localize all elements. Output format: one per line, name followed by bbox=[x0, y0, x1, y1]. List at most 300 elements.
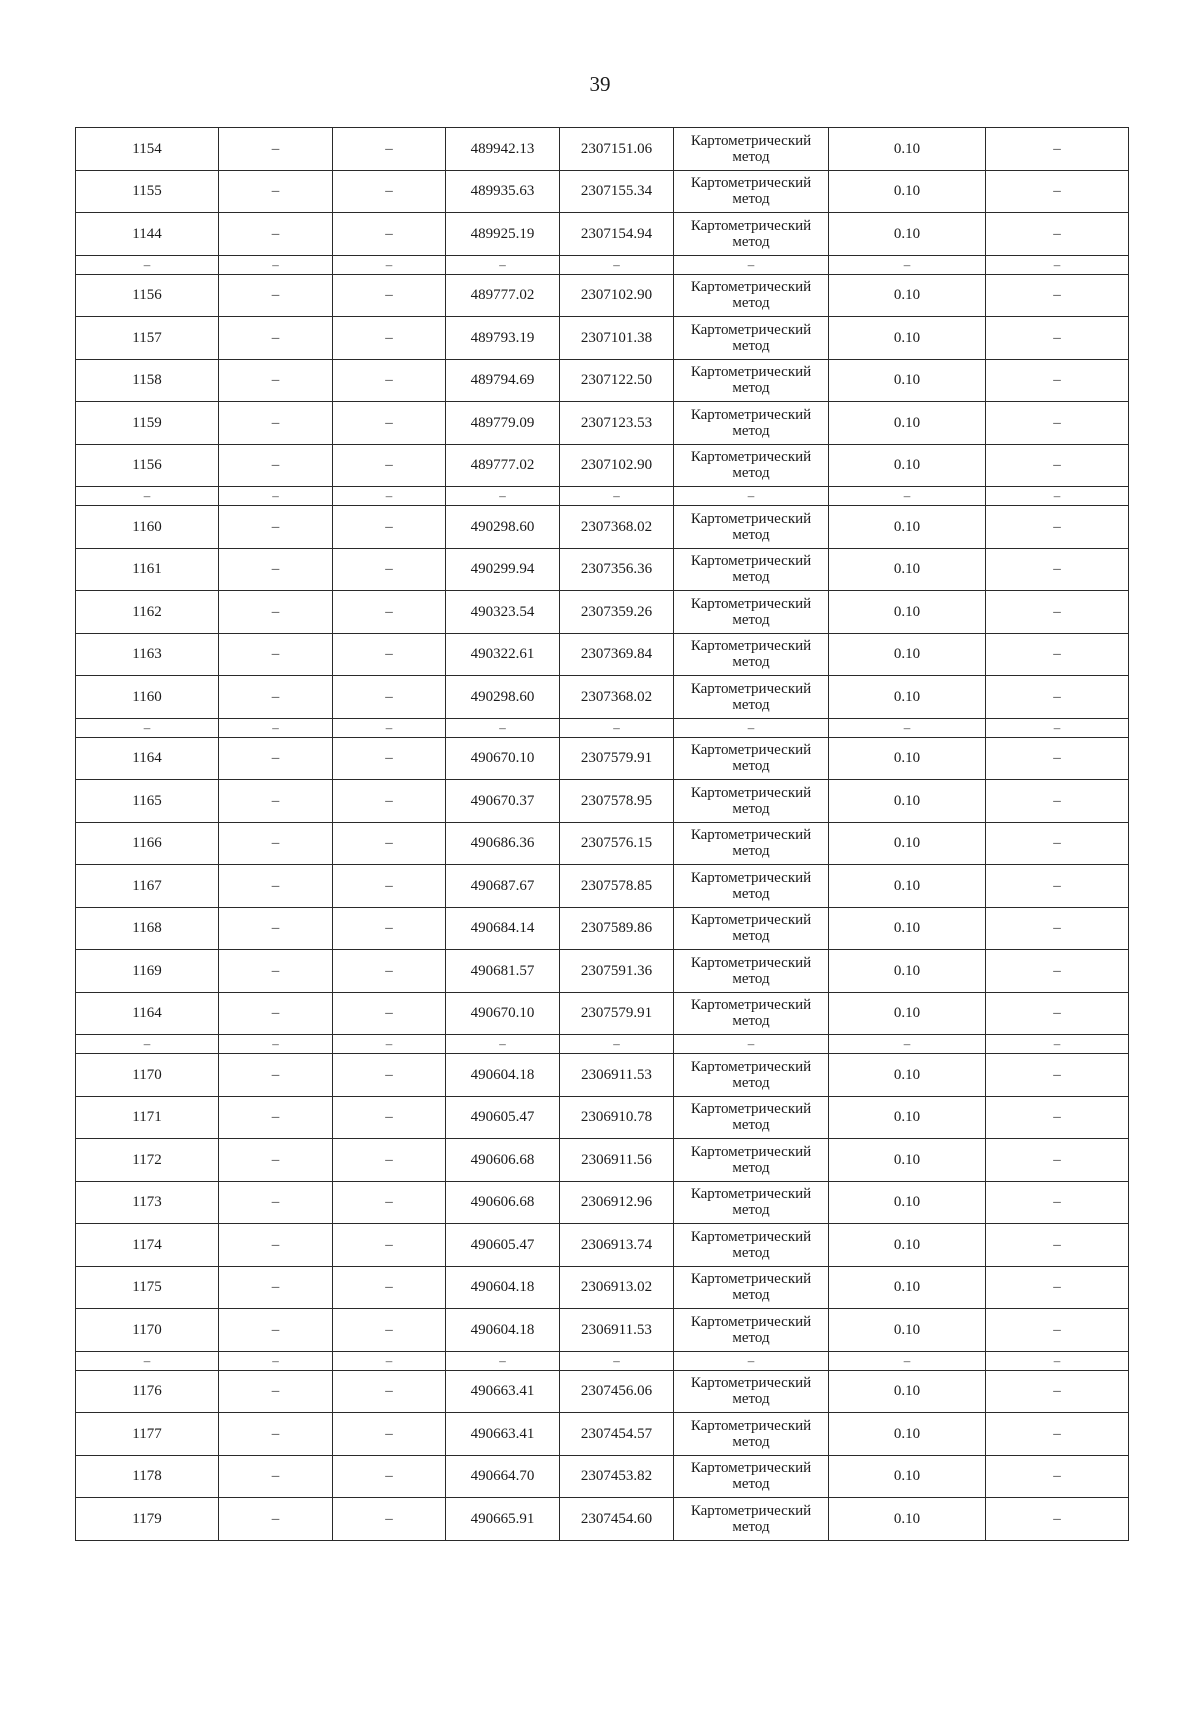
dash-cell: – bbox=[446, 255, 560, 274]
dash-cell: – bbox=[986, 1413, 1129, 1456]
table-row bbox=[76, 359, 1129, 402]
y-coordinate-cell: 2307591.36 bbox=[560, 950, 674, 993]
dash-cell: – bbox=[333, 865, 446, 908]
accuracy-cell: 0.10 bbox=[829, 1455, 986, 1498]
dash-cell: – bbox=[986, 1455, 1129, 1498]
dash-cell: – bbox=[333, 780, 446, 823]
dash-cell: – bbox=[560, 487, 674, 506]
dash-cell: – bbox=[219, 591, 333, 634]
accuracy-cell: 0.10 bbox=[829, 274, 986, 317]
accuracy-cell: 0.10 bbox=[829, 402, 986, 445]
dash-cell: – bbox=[219, 1266, 333, 1309]
y-coordinate-cell: 2307102.90 bbox=[560, 274, 674, 317]
method-cell: Картометрический метод bbox=[674, 359, 829, 402]
y-coordinate-cell: 2307589.86 bbox=[560, 907, 674, 950]
dash-cell: – bbox=[76, 1035, 219, 1054]
dash-cell: – bbox=[986, 128, 1129, 171]
method-cell: Картометрический метод bbox=[674, 128, 829, 171]
x-coordinate-cell: 490604.18 bbox=[446, 1054, 560, 1097]
dash-cell: – bbox=[986, 907, 1129, 950]
table-row bbox=[76, 1139, 1129, 1182]
x-coordinate-cell: 489794.69 bbox=[446, 359, 560, 402]
dash-cell: – bbox=[333, 1035, 446, 1054]
table-row bbox=[76, 950, 1129, 993]
point-number-cell: 1161 bbox=[76, 548, 219, 591]
dash-cell: – bbox=[333, 907, 446, 950]
y-coordinate-cell: 2306911.56 bbox=[560, 1139, 674, 1182]
point-number-cell: 1174 bbox=[76, 1224, 219, 1267]
point-number-cell: 1172 bbox=[76, 1139, 219, 1182]
dash-cell: – bbox=[986, 591, 1129, 634]
method-cell: Картометрический метод bbox=[674, 444, 829, 487]
x-coordinate-cell: 490664.70 bbox=[446, 1455, 560, 1498]
table-row bbox=[76, 1370, 1129, 1413]
dash-cell: – bbox=[986, 950, 1129, 993]
method-cell: Картометрический метод bbox=[674, 676, 829, 719]
accuracy-cell: 0.10 bbox=[829, 591, 986, 634]
dash-cell: – bbox=[986, 737, 1129, 780]
dash-cell: – bbox=[986, 865, 1129, 908]
accuracy-cell: 0.10 bbox=[829, 907, 986, 950]
dash-cell: – bbox=[986, 1035, 1129, 1054]
dash-cell: – bbox=[333, 1370, 446, 1413]
dash-cell: – bbox=[76, 487, 219, 506]
dash-cell: – bbox=[829, 487, 986, 506]
accuracy-cell: 0.10 bbox=[829, 1224, 986, 1267]
dash-cell: – bbox=[219, 506, 333, 549]
x-coordinate-cell: 489942.13 bbox=[446, 128, 560, 171]
dash-cell: – bbox=[219, 1413, 333, 1456]
x-coordinate-cell: 490606.68 bbox=[446, 1181, 560, 1224]
point-number-cell: 1168 bbox=[76, 907, 219, 950]
table-row bbox=[76, 317, 1129, 360]
dash-cell: – bbox=[333, 591, 446, 634]
dash-cell: – bbox=[986, 548, 1129, 591]
method-cell: Картометрический метод bbox=[674, 402, 829, 445]
dash-cell: – bbox=[829, 1351, 986, 1370]
method-cell: Картометрический метод bbox=[674, 737, 829, 780]
table-row bbox=[76, 737, 1129, 780]
method-cell: Картометрический метод bbox=[674, 1309, 829, 1352]
table-row bbox=[76, 907, 1129, 950]
dash-cell: – bbox=[333, 992, 446, 1035]
dash-cell: – bbox=[674, 1351, 829, 1370]
dash-cell: – bbox=[986, 1139, 1129, 1182]
page-number: 39 bbox=[589, 72, 611, 96]
dash-cell: – bbox=[219, 780, 333, 823]
separator-row bbox=[76, 1351, 1129, 1370]
point-number-cell: 1175 bbox=[76, 1266, 219, 1309]
table-row bbox=[76, 822, 1129, 865]
table-row bbox=[76, 1266, 1129, 1309]
dash-cell: – bbox=[674, 718, 829, 737]
point-number-cell: 1156 bbox=[76, 444, 219, 487]
dash-cell: – bbox=[986, 274, 1129, 317]
dash-cell: – bbox=[333, 1266, 446, 1309]
point-number-cell: 1155 bbox=[76, 170, 219, 213]
accuracy-cell: 0.10 bbox=[829, 676, 986, 719]
y-coordinate-cell: 2306912.96 bbox=[560, 1181, 674, 1224]
dash-cell: – bbox=[446, 1351, 560, 1370]
y-coordinate-cell: 2306913.74 bbox=[560, 1224, 674, 1267]
dash-cell: – bbox=[333, 1224, 446, 1267]
dash-cell: – bbox=[219, 1139, 333, 1182]
point-number-cell: 1156 bbox=[76, 274, 219, 317]
x-coordinate-cell: 490298.60 bbox=[446, 676, 560, 719]
point-number-cell: 1176 bbox=[76, 1370, 219, 1413]
x-coordinate-cell: 489777.02 bbox=[446, 274, 560, 317]
x-coordinate-cell: 490670.10 bbox=[446, 737, 560, 780]
dash-cell: – bbox=[333, 1351, 446, 1370]
point-number-cell: 1170 bbox=[76, 1054, 219, 1097]
separator-row bbox=[76, 718, 1129, 737]
dash-cell: – bbox=[333, 128, 446, 171]
x-coordinate-cell: 489779.09 bbox=[446, 402, 560, 445]
dash-cell: – bbox=[219, 1035, 333, 1054]
dash-cell: – bbox=[986, 780, 1129, 823]
dash-cell: – bbox=[986, 487, 1129, 506]
method-cell: Картометрический метод bbox=[674, 213, 829, 256]
dash-cell: – bbox=[219, 444, 333, 487]
table-row bbox=[76, 1224, 1129, 1267]
accuracy-cell: 0.10 bbox=[829, 1054, 986, 1097]
table-row bbox=[76, 1096, 1129, 1139]
dash-cell: – bbox=[674, 255, 829, 274]
dash-cell: – bbox=[674, 487, 829, 506]
point-number-cell: 1154 bbox=[76, 128, 219, 171]
dash-cell: – bbox=[986, 1351, 1129, 1370]
dash-cell: – bbox=[219, 1370, 333, 1413]
method-cell: Картометрический метод bbox=[674, 1266, 829, 1309]
dash-cell: – bbox=[333, 170, 446, 213]
x-coordinate-cell: 489793.19 bbox=[446, 317, 560, 360]
y-coordinate-cell: 2307154.94 bbox=[560, 213, 674, 256]
method-cell: Картометрический метод bbox=[674, 506, 829, 549]
dash-cell: – bbox=[986, 317, 1129, 360]
x-coordinate-cell: 490663.41 bbox=[446, 1370, 560, 1413]
separator-row bbox=[76, 1035, 1129, 1054]
accuracy-cell: 0.10 bbox=[829, 865, 986, 908]
x-coordinate-cell: 490663.41 bbox=[446, 1413, 560, 1456]
y-coordinate-cell: 2307578.95 bbox=[560, 780, 674, 823]
y-coordinate-cell: 2307359.26 bbox=[560, 591, 674, 634]
dash-cell: – bbox=[986, 676, 1129, 719]
dash-cell: – bbox=[219, 317, 333, 360]
point-number-cell: 1171 bbox=[76, 1096, 219, 1139]
dash-cell: – bbox=[219, 1054, 333, 1097]
dash-cell: – bbox=[986, 402, 1129, 445]
dash-cell: – bbox=[219, 676, 333, 719]
point-number-cell: 1162 bbox=[76, 591, 219, 634]
dash-cell: – bbox=[560, 1351, 674, 1370]
y-coordinate-cell: 2306913.02 bbox=[560, 1266, 674, 1309]
accuracy-cell: 0.10 bbox=[829, 1181, 986, 1224]
x-coordinate-cell: 490670.10 bbox=[446, 992, 560, 1035]
accuracy-cell: 0.10 bbox=[829, 1413, 986, 1456]
dash-cell: – bbox=[560, 718, 674, 737]
point-number-cell: 1157 bbox=[76, 317, 219, 360]
table-row bbox=[76, 992, 1129, 1035]
x-coordinate-cell: 490684.14 bbox=[446, 907, 560, 950]
x-coordinate-cell: 490665.91 bbox=[446, 1498, 560, 1541]
accuracy-cell: 0.10 bbox=[829, 170, 986, 213]
point-number-cell: 1164 bbox=[76, 992, 219, 1035]
point-number-cell: 1170 bbox=[76, 1309, 219, 1352]
method-cell: Картометрический метод bbox=[674, 1455, 829, 1498]
table-row bbox=[76, 780, 1129, 823]
method-cell: Картометрический метод bbox=[674, 1054, 829, 1097]
method-cell: Картометрический метод bbox=[674, 1224, 829, 1267]
dash-cell: – bbox=[829, 718, 986, 737]
dash-cell: – bbox=[986, 1498, 1129, 1541]
dash-cell: – bbox=[219, 992, 333, 1035]
x-coordinate-cell: 490605.47 bbox=[446, 1096, 560, 1139]
separator-row bbox=[76, 255, 1129, 274]
accuracy-cell: 0.10 bbox=[829, 444, 986, 487]
dash-cell: – bbox=[219, 1181, 333, 1224]
x-coordinate-cell: 490604.18 bbox=[446, 1266, 560, 1309]
dash-cell: – bbox=[219, 737, 333, 780]
accuracy-cell: 0.10 bbox=[829, 506, 986, 549]
method-cell: Картометрический метод bbox=[674, 1181, 829, 1224]
dash-cell: – bbox=[219, 865, 333, 908]
dash-cell: – bbox=[986, 1266, 1129, 1309]
method-cell: Картометрический метод bbox=[674, 317, 829, 360]
dash-cell: – bbox=[219, 822, 333, 865]
dash-cell: – bbox=[446, 718, 560, 737]
table-row bbox=[76, 865, 1129, 908]
dash-cell: – bbox=[446, 487, 560, 506]
table-row bbox=[76, 1455, 1129, 1498]
dash-cell: – bbox=[219, 487, 333, 506]
y-coordinate-cell: 2306910.78 bbox=[560, 1096, 674, 1139]
point-number-cell: 1159 bbox=[76, 402, 219, 445]
table-body bbox=[76, 128, 1129, 1541]
dash-cell: – bbox=[219, 1455, 333, 1498]
method-cell: Картометрический метод bbox=[674, 950, 829, 993]
accuracy-cell: 0.10 bbox=[829, 128, 986, 171]
x-coordinate-cell: 490298.60 bbox=[446, 506, 560, 549]
y-coordinate-cell: 2307454.57 bbox=[560, 1413, 674, 1456]
dash-cell: – bbox=[986, 506, 1129, 549]
table-row bbox=[76, 128, 1129, 171]
point-number-cell: 1179 bbox=[76, 1498, 219, 1541]
dash-cell: – bbox=[333, 1498, 446, 1541]
dash-cell: – bbox=[333, 506, 446, 549]
method-cell: Картометрический метод bbox=[674, 548, 829, 591]
dash-cell: – bbox=[986, 1370, 1129, 1413]
point-number-cell: 1164 bbox=[76, 737, 219, 780]
y-coordinate-cell: 2307578.85 bbox=[560, 865, 674, 908]
dash-cell: – bbox=[333, 676, 446, 719]
x-coordinate-cell: 490606.68 bbox=[446, 1139, 560, 1182]
dash-cell: – bbox=[829, 1035, 986, 1054]
dash-cell: – bbox=[333, 822, 446, 865]
dash-cell: – bbox=[333, 737, 446, 780]
dash-cell: – bbox=[219, 255, 333, 274]
y-coordinate-cell: 2307454.60 bbox=[560, 1498, 674, 1541]
x-coordinate-cell: 490686.36 bbox=[446, 822, 560, 865]
y-coordinate-cell: 2307453.82 bbox=[560, 1455, 674, 1498]
dash-cell: – bbox=[219, 1351, 333, 1370]
point-number-cell: 1166 bbox=[76, 822, 219, 865]
method-cell: Картометрический метод bbox=[674, 170, 829, 213]
table-row bbox=[76, 1181, 1129, 1224]
y-coordinate-cell: 2306911.53 bbox=[560, 1309, 674, 1352]
dash-cell: – bbox=[560, 255, 674, 274]
dash-cell: – bbox=[219, 128, 333, 171]
table-row bbox=[76, 506, 1129, 549]
table-row bbox=[76, 1309, 1129, 1352]
table-row bbox=[76, 548, 1129, 591]
dash-cell: – bbox=[219, 718, 333, 737]
point-number-cell: 1144 bbox=[76, 213, 219, 256]
coordinates-table bbox=[75, 127, 1129, 1541]
dash-cell: – bbox=[986, 1309, 1129, 1352]
accuracy-cell: 0.10 bbox=[829, 780, 986, 823]
accuracy-cell: 0.10 bbox=[829, 1498, 986, 1541]
method-cell: Картометрический метод bbox=[674, 822, 829, 865]
x-coordinate-cell: 490323.54 bbox=[446, 591, 560, 634]
dash-cell: – bbox=[674, 1035, 829, 1054]
x-coordinate-cell: 490681.57 bbox=[446, 950, 560, 993]
dash-cell: – bbox=[986, 992, 1129, 1035]
dash-cell: – bbox=[333, 1413, 446, 1456]
point-number-cell: 1160 bbox=[76, 676, 219, 719]
dash-cell: – bbox=[986, 822, 1129, 865]
point-number-cell: 1177 bbox=[76, 1413, 219, 1456]
dash-cell: – bbox=[219, 548, 333, 591]
method-cell: Картометрический метод bbox=[674, 1096, 829, 1139]
y-coordinate-cell: 2307456.06 bbox=[560, 1370, 674, 1413]
point-number-cell: 1160 bbox=[76, 506, 219, 549]
dash-cell: – bbox=[986, 718, 1129, 737]
y-coordinate-cell: 2307151.06 bbox=[560, 128, 674, 171]
dash-cell: – bbox=[219, 1498, 333, 1541]
point-number-cell: 1167 bbox=[76, 865, 219, 908]
table-row bbox=[76, 213, 1129, 256]
dash-cell: – bbox=[333, 950, 446, 993]
x-coordinate-cell: 490605.47 bbox=[446, 1224, 560, 1267]
accuracy-cell: 0.10 bbox=[829, 1139, 986, 1182]
y-coordinate-cell: 2307101.38 bbox=[560, 317, 674, 360]
x-coordinate-cell: 489925.19 bbox=[446, 213, 560, 256]
dash-cell: – bbox=[986, 1224, 1129, 1267]
dash-cell: – bbox=[76, 1351, 219, 1370]
y-coordinate-cell: 2307102.90 bbox=[560, 444, 674, 487]
dash-cell: – bbox=[333, 213, 446, 256]
x-coordinate-cell: 490687.67 bbox=[446, 865, 560, 908]
dash-cell: – bbox=[986, 633, 1129, 676]
accuracy-cell: 0.10 bbox=[829, 359, 986, 402]
dash-cell: – bbox=[333, 255, 446, 274]
point-number-cell: 1163 bbox=[76, 633, 219, 676]
dash-cell: – bbox=[333, 317, 446, 360]
dash-cell: – bbox=[986, 1096, 1129, 1139]
table-row bbox=[76, 170, 1129, 213]
dash-cell: – bbox=[219, 274, 333, 317]
accuracy-cell: 0.10 bbox=[829, 1096, 986, 1139]
separator-row bbox=[76, 487, 1129, 506]
dash-cell: – bbox=[333, 274, 446, 317]
table-row bbox=[76, 676, 1129, 719]
dash-cell: – bbox=[986, 255, 1129, 274]
dash-cell: – bbox=[333, 1181, 446, 1224]
dash-cell: – bbox=[333, 444, 446, 487]
accuracy-cell: 0.10 bbox=[829, 737, 986, 780]
accuracy-cell: 0.10 bbox=[829, 822, 986, 865]
point-number-cell: 1169 bbox=[76, 950, 219, 993]
x-coordinate-cell: 489935.63 bbox=[446, 170, 560, 213]
accuracy-cell: 0.10 bbox=[829, 633, 986, 676]
method-cell: Картометрический метод bbox=[674, 1370, 829, 1413]
y-coordinate-cell: 2307356.36 bbox=[560, 548, 674, 591]
dash-cell: – bbox=[219, 402, 333, 445]
x-coordinate-cell: 490670.37 bbox=[446, 780, 560, 823]
dash-cell: – bbox=[446, 1035, 560, 1054]
y-coordinate-cell: 2307579.91 bbox=[560, 992, 674, 1035]
dash-cell: – bbox=[333, 1455, 446, 1498]
method-cell: Картометрический метод bbox=[674, 780, 829, 823]
dash-cell: – bbox=[219, 633, 333, 676]
accuracy-cell: 0.10 bbox=[829, 317, 986, 360]
dash-cell: – bbox=[560, 1035, 674, 1054]
accuracy-cell: 0.10 bbox=[829, 950, 986, 993]
table-row bbox=[76, 1498, 1129, 1541]
dash-cell: – bbox=[76, 718, 219, 737]
dash-cell: – bbox=[333, 402, 446, 445]
y-coordinate-cell: 2307368.02 bbox=[560, 506, 674, 549]
method-cell: Картометрический метод bbox=[674, 1413, 829, 1456]
dash-cell: – bbox=[986, 213, 1129, 256]
dash-cell: – bbox=[333, 1054, 446, 1097]
dash-cell: – bbox=[333, 548, 446, 591]
dash-cell: – bbox=[333, 1309, 446, 1352]
dash-cell: – bbox=[219, 907, 333, 950]
dash-cell: – bbox=[219, 359, 333, 402]
dash-cell: – bbox=[333, 718, 446, 737]
table-row bbox=[76, 633, 1129, 676]
method-cell: Картометрический метод bbox=[674, 633, 829, 676]
y-coordinate-cell: 2307369.84 bbox=[560, 633, 674, 676]
accuracy-cell: 0.10 bbox=[829, 1266, 986, 1309]
dash-cell: – bbox=[219, 170, 333, 213]
y-coordinate-cell: 2307368.02 bbox=[560, 676, 674, 719]
dash-cell: – bbox=[986, 444, 1129, 487]
table-row bbox=[76, 444, 1129, 487]
accuracy-cell: 0.10 bbox=[829, 992, 986, 1035]
point-number-cell: 1158 bbox=[76, 359, 219, 402]
x-coordinate-cell: 490322.61 bbox=[446, 633, 560, 676]
method-cell: Картометрический метод bbox=[674, 274, 829, 317]
table-row bbox=[76, 274, 1129, 317]
x-coordinate-cell: 490604.18 bbox=[446, 1309, 560, 1352]
dash-cell: – bbox=[219, 1224, 333, 1267]
accuracy-cell: 0.10 bbox=[829, 1370, 986, 1413]
dash-cell: – bbox=[76, 255, 219, 274]
y-coordinate-cell: 2307123.53 bbox=[560, 402, 674, 445]
dash-cell: – bbox=[219, 950, 333, 993]
method-cell: Картометрический метод bbox=[674, 591, 829, 634]
method-cell: Картометрический метод bbox=[674, 1498, 829, 1541]
point-number-cell: 1173 bbox=[76, 1181, 219, 1224]
method-cell: Картометрический метод bbox=[674, 907, 829, 950]
x-coordinate-cell: 490299.94 bbox=[446, 548, 560, 591]
dash-cell: – bbox=[333, 633, 446, 676]
dash-cell: – bbox=[219, 213, 333, 256]
dash-cell: – bbox=[333, 1139, 446, 1182]
method-cell: Картометрический метод bbox=[674, 865, 829, 908]
